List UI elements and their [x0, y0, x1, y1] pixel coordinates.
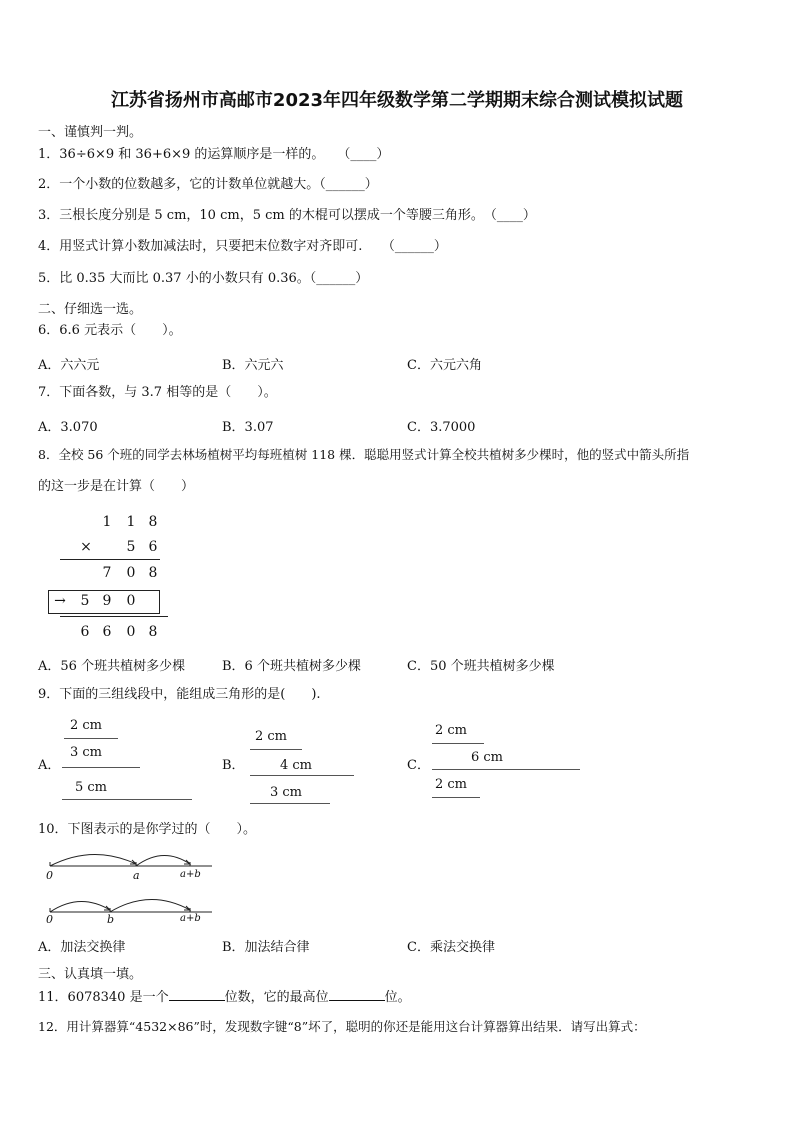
segment-label: 2 cm [435, 777, 468, 792]
segment-label: 5 cm [75, 780, 108, 795]
q9-option-b-label: B． [222, 758, 245, 773]
question-8-line-1: 8．全校 56 个班的同学去林场植树平均每班植树 118 棵．聪聪用竖式计算全校共植树多少棵时，他的竖式中箭头所指 [38, 447, 690, 462]
number-line-diagram [40, 846, 230, 930]
calc-digit: 8 [148, 565, 158, 581]
number-line-label: a+b [180, 869, 201, 880]
calc-digit: 8 [148, 624, 158, 640]
q8-option-b: B．6 个班共植树多少棵 [222, 659, 361, 674]
calc-digit: 1 [126, 514, 136, 530]
segment-label: 2 cm [70, 718, 103, 733]
calc-digit: 6 [148, 539, 158, 555]
section-2-heading: 二、仔细选一选。 [38, 302, 143, 317]
question-12: 12．用计算器算“4532×86”时，发现数字键“8”坏了，聪明的你还是能用这台计算器算出结果．请写出算式： [38, 1019, 646, 1034]
answer-blank[interactable] [169, 988, 225, 1001]
q6-option-a: A．六六元 [38, 358, 100, 373]
segment-line [250, 803, 330, 804]
q7-option-b: B．3.07 [222, 420, 274, 435]
segment-line [432, 797, 480, 798]
segment-line [64, 738, 118, 739]
question-7: 7．下面各数，与 3.7 相等的是（ ）。 [38, 385, 277, 400]
page-title: 江苏省扬州市高邮市2023年四年级数学第二学期期末综合测试模拟试题 [110, 90, 684, 111]
q7-option-a: A．3.070 [38, 420, 98, 435]
segment-line [250, 775, 354, 776]
calc-digit: 6 [102, 624, 112, 640]
segment-line [62, 799, 192, 800]
calc-digit: 0 [126, 593, 136, 609]
segment-label: 3 cm [70, 745, 103, 760]
segment-line [250, 749, 302, 750]
divider-line [60, 559, 160, 560]
segment-label: 2 cm [255, 729, 288, 744]
segment-line [432, 743, 484, 744]
q8-option-a: A．56 个班共植树多少棵 [38, 659, 186, 674]
question-1: 1．36÷6×9 和 36+6×9 的运算顺序是一样的。 （____） [38, 147, 390, 162]
question-4: 4．用竖式计算小数加减法时，只要把末位数字对齐即可. （______） [38, 239, 447, 254]
segment-line [62, 767, 140, 768]
calc-digit: 0 [126, 624, 136, 640]
calc-digit: 7 [102, 565, 112, 581]
number-line-label: b [107, 913, 115, 926]
calc-digit: 5 [126, 539, 136, 555]
number-line-label: 0 [46, 869, 53, 882]
segment-label: 6 cm [471, 750, 504, 765]
number-line-label: a [133, 869, 140, 882]
calc-digit: 8 [148, 514, 158, 530]
question-6: 6．6.6 元表示（ ）。 [38, 323, 182, 338]
q8-option-c: C．50 个班共植树多少棵 [407, 659, 555, 674]
q6-option-b: B．六元六 [222, 358, 284, 373]
calc-digit: 9 [102, 593, 112, 609]
calc-digit: 6 [80, 624, 90, 640]
segment-line [432, 769, 580, 770]
answer-blank[interactable] [329, 988, 385, 1001]
q11-text-3: 位。 [384, 990, 411, 1005]
q6-option-c: C．六元六角 [407, 358, 482, 373]
times-sign: × [80, 539, 92, 555]
question-9: 9．下面的三组线段中，能组成三角形的是( ). [38, 687, 321, 702]
q9-option-a-label: A． [38, 758, 61, 773]
q9-option-c-label: C． [407, 758, 430, 773]
calc-digit: 1 [102, 514, 112, 530]
segment-label: 2 cm [435, 723, 468, 738]
divider-line [60, 616, 168, 617]
calc-digit: 5 [80, 593, 90, 609]
calc-digit: 0 [126, 565, 136, 581]
q10-option-c: C．乘法交换律 [407, 940, 495, 955]
number-line-label: 0 [46, 913, 53, 926]
q10-option-a: A．加法交换律 [38, 940, 126, 955]
q7-option-c: C．3.7000 [407, 420, 476, 435]
section-1-heading: 一、谨慎判一判。 [38, 125, 143, 140]
segment-label: 3 cm [270, 785, 303, 800]
question-5: 5．比 0.35 大而比 0.37 小的小数只有 0.36。（______） [38, 271, 369, 286]
question-11 [38, 988, 411, 1006]
section-3-heading: 三、认真填一填。 [38, 967, 143, 982]
arrow-icon: → [54, 593, 66, 609]
segment-label: 4 cm [280, 758, 313, 773]
q11-text-2: 位数，它的最高位 [224, 990, 329, 1005]
q11-text-1: 11．6078340 是一个 [38, 990, 169, 1005]
question-3: 3．三根长度分别是 5 cm，10 cm，5 cm 的木棍可以摆成一个等腰三角形。 （____） [38, 208, 536, 223]
question-2: 2．一个小数的位数越多，它的计数单位就越大。（______） [38, 177, 378, 192]
number-line-label: a+b [180, 913, 201, 924]
question-8-line-2: 的这一步是在计算（ ） [38, 479, 195, 494]
q10-option-b: B．加法结合律 [222, 940, 310, 955]
question-10: 10．下图表示的是你学过的（ ）。 [38, 822, 257, 837]
